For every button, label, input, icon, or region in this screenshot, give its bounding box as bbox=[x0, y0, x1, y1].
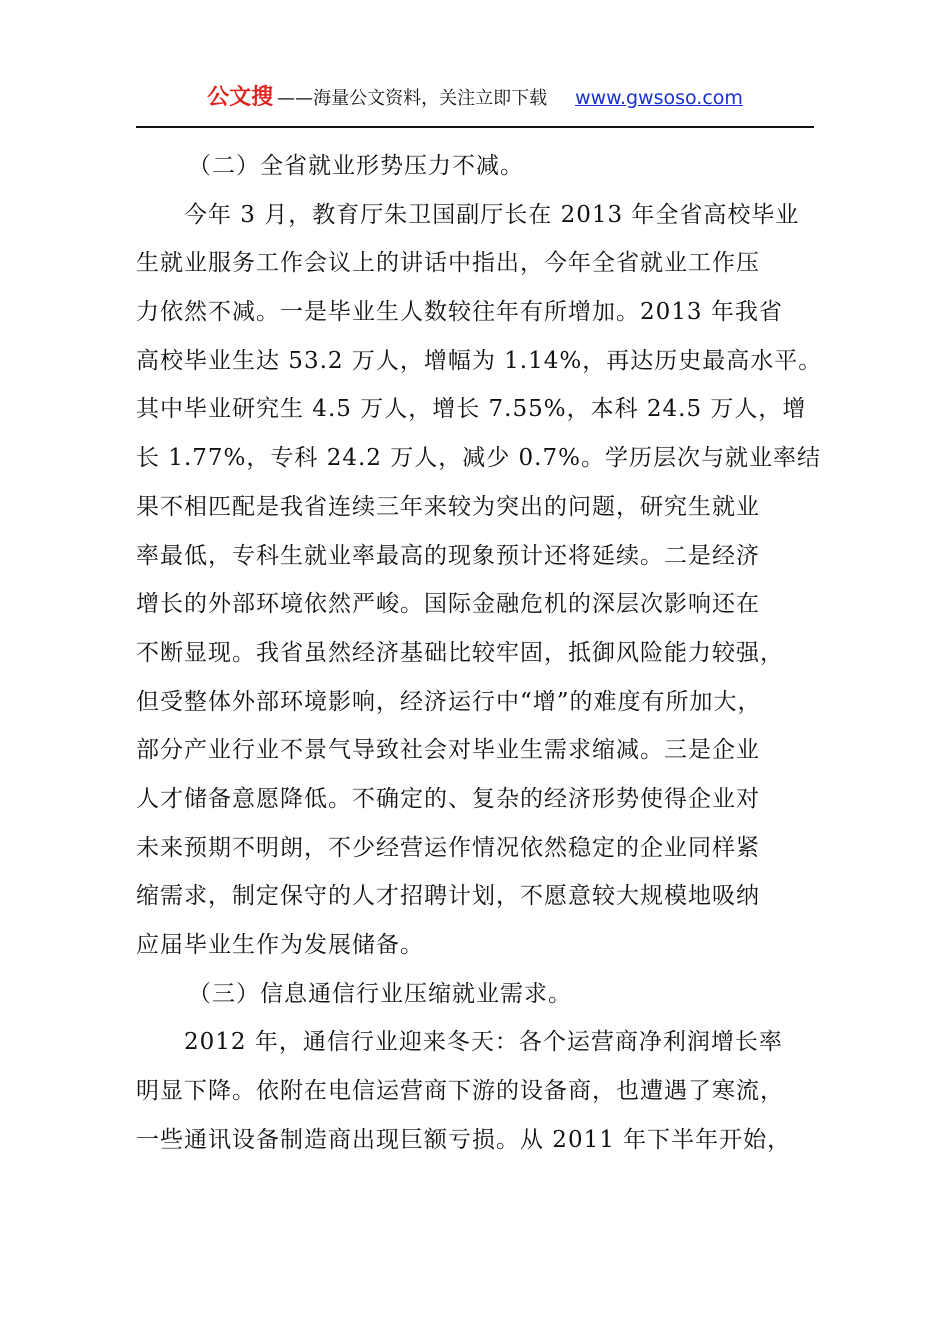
paragraph-line: 生就业服务工作会议上的讲话中指出，今年全省就业工作压 bbox=[136, 250, 760, 277]
paragraph-line: 增长的外部环境依然严峻。国际金融危机的深层次影响还在 bbox=[136, 591, 760, 618]
paragraph-line: 今年 3 月，教育厅朱卫国副厅长在 2013 年全省高校毕业 bbox=[184, 201, 800, 228]
paragraph-line: 其中毕业研究生 4.5 万人，增长 7.55%，本科 24.5 万人，增 bbox=[136, 396, 807, 423]
header-divider bbox=[136, 126, 814, 128]
paragraph-line: 未来预期不明朗，不少经营运作情况依然稳定的企业同样紧 bbox=[136, 834, 760, 861]
paragraph-line: 明显下降。依附在电信运营商下游的设备商，也遭遇了寒流， bbox=[136, 1078, 784, 1105]
document-body bbox=[136, 142, 826, 1164]
paragraph-line: 长 1.77%，专科 24.2 万人，减少 0.7%。学历层次与就业率结 bbox=[136, 445, 821, 472]
paragraph-line: 人才储备意愿降低。不确定的、复杂的经济形势使得企业对 bbox=[136, 785, 760, 812]
brand-logo-text: 公文搜 bbox=[207, 85, 274, 110]
page-header bbox=[0, 82, 950, 114]
paragraph-line: 果不相匹配是我省连续三年来较为突出的问题，研究生就业 bbox=[136, 493, 760, 520]
section-heading-2: （二）全省就业形势压力不减。 bbox=[188, 153, 524, 179]
paragraph-line: 高校毕业生达 53.2 万人，增幅为 1.14%，再达历史最高水平。 bbox=[136, 347, 823, 374]
section-heading-3: （三）信息通信行业压缩就业需求。 bbox=[188, 980, 572, 1007]
paragraph-line: 部分产业行业不景气导致社会对毕业生需求缩减。三是企业 bbox=[136, 737, 760, 764]
paragraph-line: 力依然不减。一是毕业生人数较往年有所增加。2013 年我省 bbox=[136, 299, 783, 326]
paragraph-line: 率最低，专科生就业率最高的现象预计还将延续。二是经济 bbox=[136, 542, 760, 569]
paragraph-line: 一些通讯设备制造商出现巨额亏损。从 2011 年下半年开始， bbox=[136, 1126, 792, 1153]
site-link[interactable]: www.gwsoso.com bbox=[575, 87, 743, 109]
paragraph-line: 缩需求，制定保守的人才招聘计划，不愿意较大规模地吸纳 bbox=[136, 883, 760, 910]
paragraph-line: 2012 年，通信行业迎来冬天：各个运营商净利润增长率 bbox=[184, 1029, 783, 1056]
paragraph-line: 不断显现。我省虽然经济基础比较牢固，抵御风险能力较强， bbox=[136, 639, 784, 666]
paragraph-line: 应届毕业生作为发展储备。 bbox=[136, 932, 424, 958]
header-tagline: ——海量公文资料，关注立即下载 bbox=[277, 88, 548, 109]
paragraph-line: 但受整体外部环境影响，经济运行中“增”的难度有所加大， bbox=[136, 688, 762, 715]
